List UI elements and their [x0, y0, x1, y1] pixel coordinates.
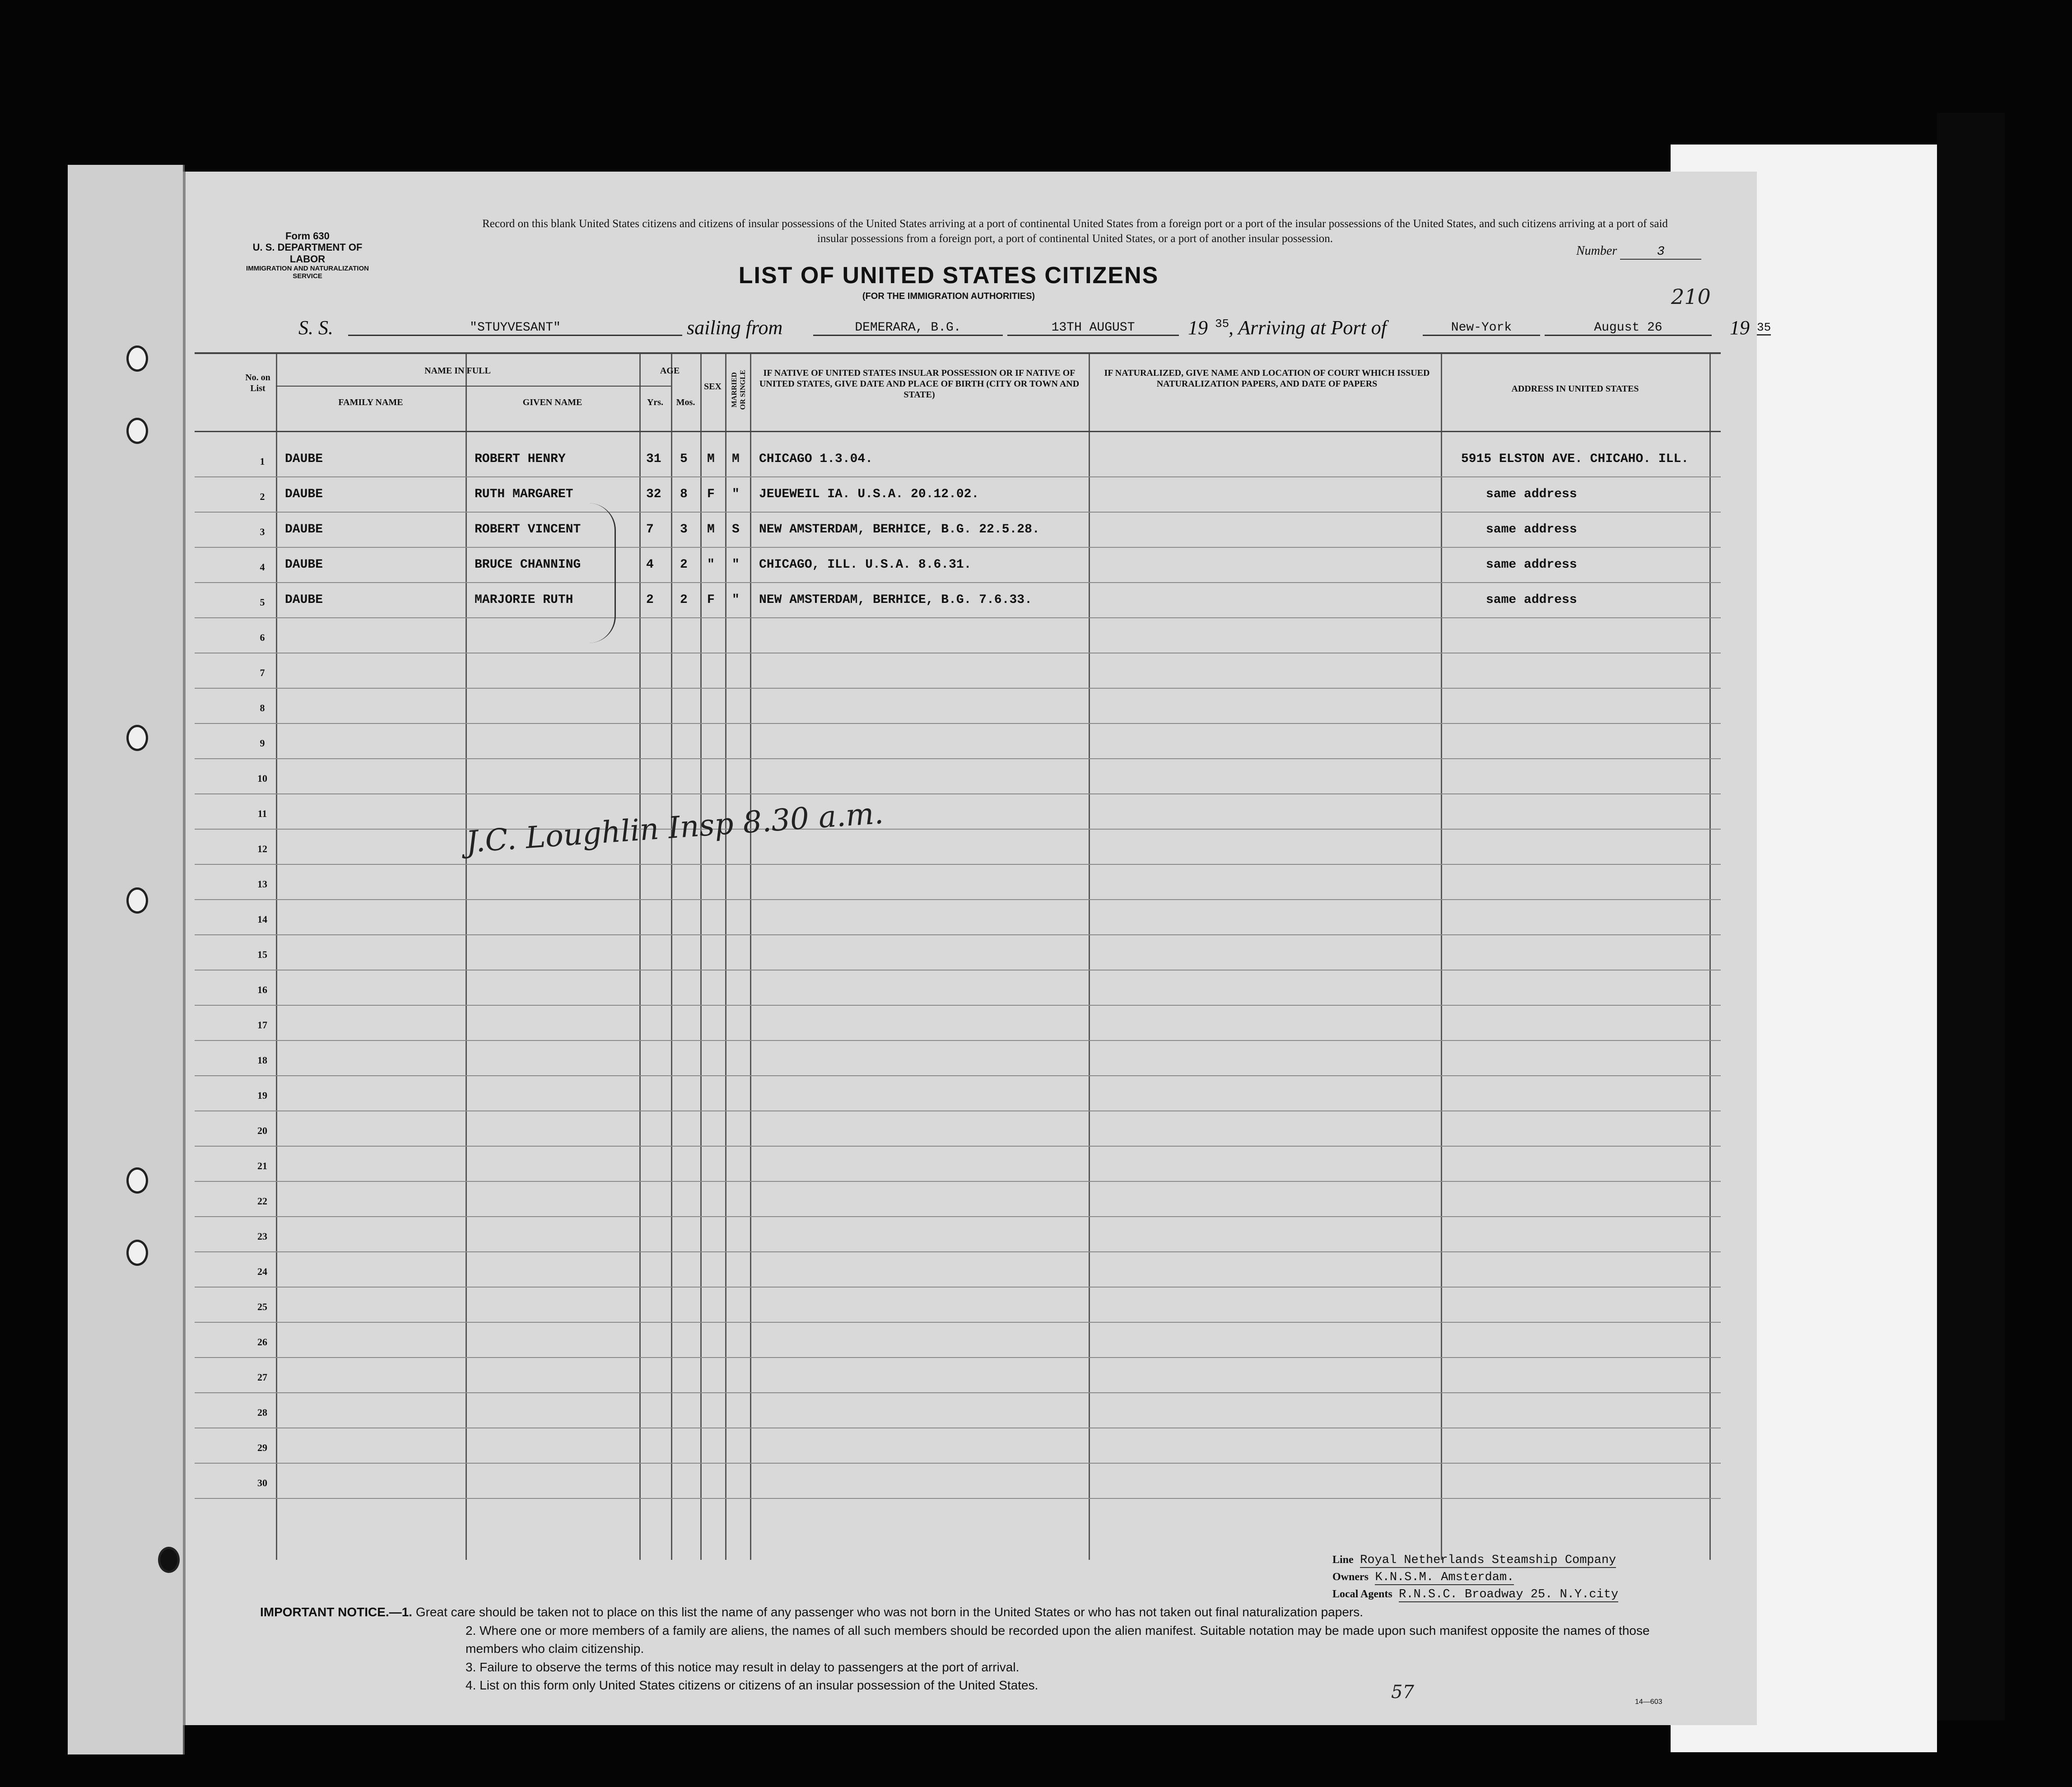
punch-hole — [126, 345, 148, 372]
table-row — [195, 900, 1721, 935]
arrival-year-prefix: 19 — [1730, 317, 1750, 339]
row-number: 6 — [260, 632, 265, 643]
table-row — [195, 1006, 1721, 1041]
table-row — [195, 548, 1721, 583]
punch-hole — [126, 725, 148, 751]
sex: M — [707, 523, 715, 537]
row-number: 28 — [257, 1407, 267, 1418]
table-row — [195, 970, 1721, 1006]
arriving-label: , Arriving at Port of — [1229, 317, 1387, 339]
row-number: 21 — [257, 1160, 267, 1171]
row-number: 25 — [257, 1301, 267, 1312]
birth-details: CHICAGO 1.3.04. — [759, 452, 873, 466]
col-header-sex: SEX — [704, 382, 722, 392]
sex: F — [707, 593, 715, 607]
family-name: DAUBE — [285, 523, 323, 537]
birth-details: NEW AMSTERDAM, BERHICE, B.G. 22.5.28. — [759, 523, 1040, 537]
row-number: 30 — [257, 1477, 267, 1488]
sex: F — [707, 487, 715, 501]
owners-label: Owners — [1332, 1571, 1369, 1583]
marital-status: S — [732, 523, 740, 537]
inspector-signature: J.C. Loughlin Insp 8.30 a.m. — [465, 795, 885, 860]
ship-name: "STUYVESANT" — [348, 321, 682, 336]
table-row — [195, 1076, 1721, 1111]
passenger-table — [195, 352, 1721, 1731]
departure-date: 13TH AUGUST — [1007, 321, 1179, 336]
table-row — [195, 689, 1721, 724]
col-header-mos: Mos. — [676, 397, 695, 407]
ss-label: S. S. — [298, 317, 333, 339]
col-header-age: AGE — [660, 366, 680, 376]
row-number: 26 — [257, 1336, 267, 1348]
row-number: 11 — [257, 808, 267, 819]
row-number: 16 — [257, 984, 267, 995]
number-value: 3 — [1620, 245, 1701, 260]
sailing-label: sailing from — [687, 317, 783, 339]
marital-status: " — [732, 558, 740, 572]
arrival-date: August 26 — [1545, 321, 1712, 336]
table-row — [195, 513, 1721, 548]
given-name: ROBERT VINCENT — [475, 523, 581, 537]
punch-hole — [126, 418, 148, 444]
important-notice — [260, 1603, 1682, 1695]
table-row — [195, 1464, 1721, 1499]
address: same address — [1486, 523, 1577, 537]
row-number: 1 — [260, 456, 265, 467]
manifest-sheet — [183, 172, 1771, 1725]
table-row — [195, 583, 1721, 618]
line-label: Line — [1332, 1554, 1354, 1566]
header-rule — [276, 386, 671, 387]
col-header-married: MARRIED OR SINGLE — [730, 369, 747, 410]
table-row — [195, 759, 1721, 794]
punch-hole — [158, 1547, 180, 1573]
table-row — [195, 724, 1721, 759]
age-years: 32 — [646, 487, 661, 501]
notice-item-2: 2. Where one or more members of a family are aliens, the names of all such members should be recorded upon the alien manifest. Suitable notation may be made upon such manifest opposite the names of those members who claim citizenship. — [466, 1623, 1650, 1656]
row-number: 5 — [260, 597, 265, 608]
col-header-no: No. on List — [245, 373, 270, 393]
birth-details: CHICAGO, ILL. U.S.A. 8.6.31. — [759, 558, 972, 572]
row-rule — [195, 1498, 1721, 1499]
row-number: 15 — [257, 949, 267, 960]
age-months: 5 — [680, 452, 688, 466]
given-name: ROBERT HENRY — [475, 452, 566, 466]
family-bracket — [587, 503, 616, 643]
col-header-family: FAMILY NAME — [338, 397, 403, 407]
family-name: DAUBE — [285, 487, 323, 501]
punch-hole — [126, 887, 148, 914]
row-number: 12 — [257, 843, 267, 854]
arrival-year-suffix: 35 — [1757, 321, 1771, 336]
row-number: 7 — [260, 667, 265, 678]
table-row — [195, 1111, 1721, 1147]
col-header-name: NAME IN FULL — [424, 366, 491, 376]
department-name: U. S. DEPARTMENT OF LABOR — [252, 242, 363, 265]
address: 5915 ELSTON AVE. CHICAHO. ILL. — [1461, 452, 1689, 466]
header-bottom-rule — [195, 431, 1721, 432]
table-row — [195, 830, 1721, 865]
number-label: Number — [1576, 244, 1617, 258]
table-row — [195, 442, 1721, 477]
age-months: 2 — [680, 593, 688, 607]
table-row — [195, 1393, 1721, 1428]
row-number: 23 — [257, 1231, 267, 1242]
birth-details: JEUEWEIL IA. U.S.A. 20.12.02. — [759, 487, 979, 501]
form-code: 14—603 — [1635, 1698, 1662, 1706]
service-name: IMMIGRATION AND NATURALIZATION SERVICE — [246, 264, 369, 280]
col-header-given: GIVEN NAME — [522, 397, 582, 407]
punch-hole — [126, 1167, 148, 1194]
address: same address — [1486, 487, 1577, 501]
backing-edge — [1937, 113, 2005, 1721]
voyage-line — [298, 316, 1771, 343]
given-name: MARJORIE RUTH — [475, 593, 573, 607]
row-number: 18 — [257, 1054, 267, 1066]
arrival-port: New-York — [1423, 321, 1540, 336]
family-name: DAUBE — [285, 593, 323, 607]
sex: " — [707, 558, 715, 572]
age-months: 3 — [680, 523, 688, 537]
agents-value: R.N.S.C. Broadway 25. N.Y.city — [1399, 1588, 1619, 1601]
table-row — [195, 935, 1721, 970]
table-row — [195, 865, 1721, 900]
row-number: 14 — [257, 914, 267, 925]
departure-port: DEMERARA, B.G. — [813, 321, 1003, 336]
record-instructions: Record on this blank United States citizens and citizens of insular possessions of the United States arriving at a port of continental United States from a foreign port or a port of the insular possessions of the United States, and such citizens arriving at a port of said insular possessions from a foreign port, a port of continental United States, or a port of another insular possession. — [482, 218, 1668, 245]
row-number: 17 — [257, 1019, 267, 1031]
family-name: DAUBE — [285, 558, 323, 572]
row-number: 2 — [260, 491, 265, 502]
notice-item-1: Great care should be taken not to place on this list the name of any passenger who was not born in the United States or who has not taken out final naturalization papers. — [415, 1605, 1363, 1619]
marital-status: " — [732, 593, 740, 607]
row-number: 9 — [260, 737, 265, 749]
year-prefix: 19 — [1188, 317, 1208, 339]
notice-title: IMPORTANT NOTICE.—1. — [260, 1605, 413, 1619]
table-row — [195, 1323, 1721, 1358]
notice-item-4: 4. List on this form only United States citizens or citizens of an insular possession of the United States. — [466, 1678, 1038, 1693]
birth-details: NEW AMSTERDAM, BERHICE, B.G. 7.6.33. — [759, 593, 1032, 607]
age-years: 2 — [646, 593, 654, 607]
tally-mark: 57 — [1391, 1682, 1414, 1703]
col-header-address: ADDRESS IN UNITED STATES — [1511, 384, 1639, 394]
row-number: 3 — [260, 526, 265, 537]
row-number: 24 — [257, 1266, 267, 1277]
age-years: 7 — [646, 523, 654, 537]
address: same address — [1486, 558, 1577, 572]
line-value: Royal Netherlands Steamship Company — [1360, 1554, 1616, 1567]
row-number: 10 — [257, 773, 267, 784]
row-number: 29 — [257, 1442, 267, 1453]
col-header-birth: IF NATIVE OF UNITED STATES INSULAR POSSESSION OR IF NATIVE OF UNITED STATES, GIVE DATE AND PLACE OF BIRTH (CITY OR TOWN AND STATE) — [759, 368, 1080, 400]
table-row — [195, 477, 1721, 513]
table-row — [195, 1252, 1721, 1288]
marital-status: " — [732, 487, 740, 501]
table-row — [195, 1041, 1721, 1076]
row-number: 19 — [257, 1090, 267, 1101]
page-number: 210 — [1671, 285, 1711, 309]
number-field — [1576, 244, 1701, 260]
row-number: 13 — [257, 878, 267, 890]
given-name: RUTH MARGARET — [475, 487, 573, 501]
age-years: 4 — [646, 558, 654, 572]
age-months: 2 — [680, 558, 688, 572]
row-number: 27 — [257, 1372, 267, 1383]
row-number: 4 — [260, 561, 265, 573]
table-row — [195, 1428, 1721, 1464]
table-row — [195, 1288, 1721, 1323]
page-title: LIST OF UNITED STATES CITIZENS — [738, 262, 1159, 289]
sex: M — [707, 452, 715, 466]
binder-strip — [68, 165, 185, 1754]
age-years: 31 — [646, 452, 661, 466]
punch-hole — [126, 1240, 148, 1266]
family-name: DAUBE — [285, 452, 323, 466]
marital-status: M — [732, 452, 740, 466]
table-row — [195, 618, 1721, 653]
agents-label: Local Agents — [1332, 1588, 1392, 1600]
given-name: BRUCE CHANNING — [475, 558, 581, 572]
form-number: Form 630 — [285, 230, 330, 242]
address: same address — [1486, 593, 1577, 607]
col-header-naturalized: IF NATURALIZED, GIVE NAME AND LOCATION OF COURT WHICH ISSUED NATURALIZATION PAPERS, AND DATE OF PAPERS — [1104, 368, 1430, 389]
table-row — [195, 1358, 1721, 1393]
age-months: 8 — [680, 487, 688, 501]
owners-value: K.N.S.M. Amsterdam. — [1375, 1571, 1514, 1584]
table-row — [195, 1147, 1721, 1182]
table-row — [195, 653, 1721, 689]
col-header-yrs: Yrs. — [647, 397, 664, 407]
row-number: 22 — [257, 1195, 267, 1207]
notice-item-3: 3. Failure to observe the terms of this notice may result in delay to passengers at the port of arrival. — [466, 1660, 1020, 1674]
form-header — [240, 230, 375, 280]
year-suffix: 35 — [1215, 317, 1229, 331]
table-row — [195, 1217, 1721, 1252]
page-subtitle: (FOR THE IMMIGRATION AUTHORITIES) — [862, 291, 1035, 301]
table-row — [195, 794, 1721, 830]
row-number: 8 — [260, 702, 265, 714]
table-row — [195, 1182, 1721, 1217]
row-number: 20 — [257, 1125, 267, 1136]
shipping-details — [1332, 1554, 1730, 1601]
